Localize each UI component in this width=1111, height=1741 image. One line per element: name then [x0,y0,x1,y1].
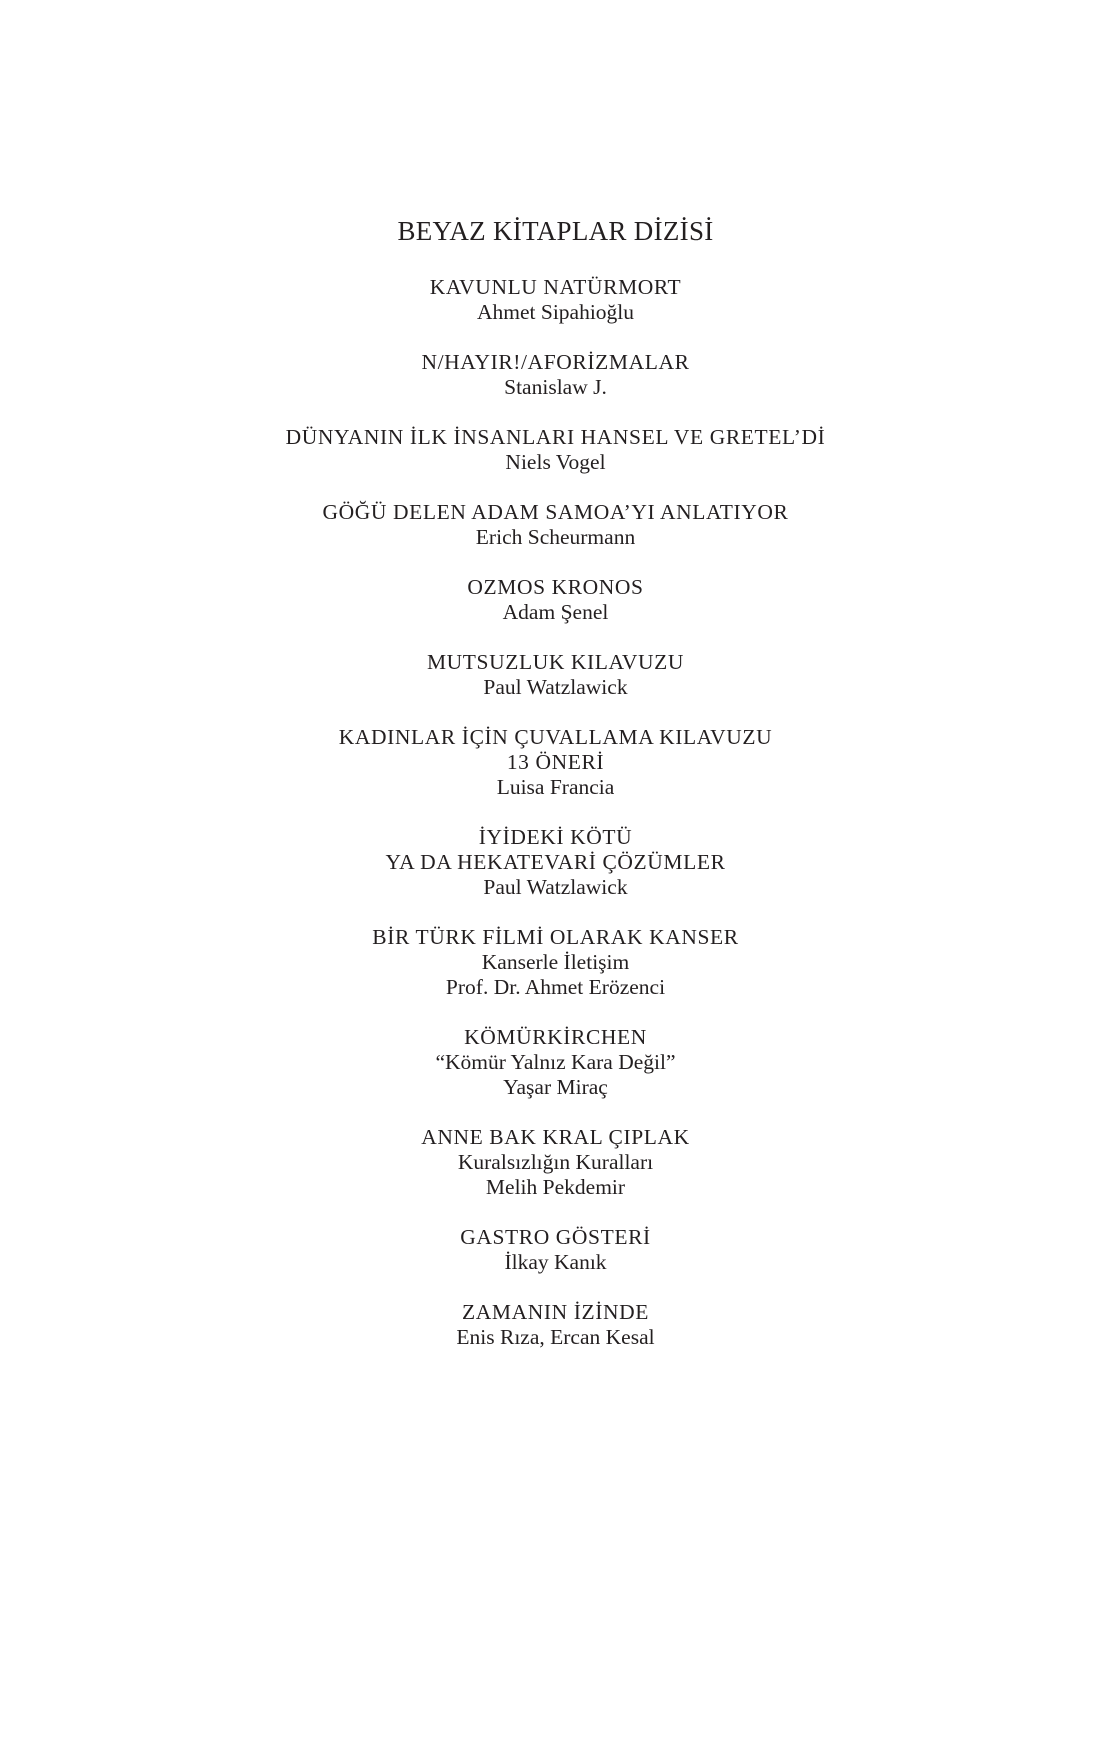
book-author: Melih Pekdemir [485,1175,626,1199]
book-author: Stanislaw J. [504,375,607,399]
book-title: GASTRO GÖSTERİ [460,1225,651,1249]
book-title: ZAMANIN İZİNDE [462,1300,649,1324]
book-author: Enis Rıza, Ercan Kesal [456,1325,655,1349]
book-title: DÜNYANIN İLK İNSANLARI HANSEL VE GRETEL’Dİ [285,425,826,449]
book-entry [0,1300,1111,1350]
book-author: Ahmet Sipahioğlu [476,300,635,324]
book-entry [0,650,1111,700]
book-entry [0,825,1111,900]
book-subtitle: Kuralsızlığın Kuralları [457,1150,654,1174]
book-author: Paul Watzlawick [483,675,628,699]
book-title: MUTSUZLUK KILAVUZU [426,650,685,674]
book-entry [0,425,1111,475]
book-entry [0,500,1111,550]
book-title: GÖĞÜ DELEN ADAM SAMOA’YI ANLATIYOR [322,500,789,524]
book-entry [0,925,1111,1000]
book-title: KAVUNLU NATÜRMORT [429,275,682,299]
book-entry [0,725,1111,800]
book-entry [0,1125,1111,1200]
book-title: İYİDEKİ KÖTÜ [478,825,633,849]
book-subtitle: 13 ÖNERİ [506,750,605,774]
book-list [0,275,1111,1375]
book-author: Yaşar Miraç [503,1075,608,1099]
book-author: Erich Scheurmann [475,525,636,549]
book-title: OZMOS KRONOS [467,575,644,599]
book-entry [0,1025,1111,1100]
book-entry [0,1225,1111,1275]
series-title: BEYAZ KİTAPLAR DİZİSİ [397,216,714,246]
book-subtitle: Kanserle İletişim [481,950,630,974]
book-title: N/HAYIR!/AFORİZMALAR [421,350,690,374]
book-entry [0,575,1111,625]
book-author: Niels Vogel [505,450,606,474]
book-author: Luisa Francia [496,775,615,799]
book-title: ANNE BAK KRAL ÇIPLAK [421,1125,690,1149]
book-author: İlkay Kanık [504,1250,607,1274]
book-entry [0,275,1111,325]
book-author: Paul Watzlawick [483,875,628,899]
book-subtitle: “Kömür Yalnız Kara Değil” [435,1050,676,1074]
book-author: Adam Şenel [502,600,609,624]
book-subtitle: YA DA HEKATEVARİ ÇÖZÜMLER [385,850,726,874]
book-title: KÖMÜRKİRCHEN [464,1025,647,1049]
book-title: KADINLAR İÇİN ÇUVALLAMA KILAVUZU [338,725,773,749]
book-entry [0,350,1111,400]
book-title: BİR TÜRK FİLMİ OLARAK KANSER [372,925,739,949]
book-author: Prof. Dr. Ahmet Erözenci [445,975,666,999]
